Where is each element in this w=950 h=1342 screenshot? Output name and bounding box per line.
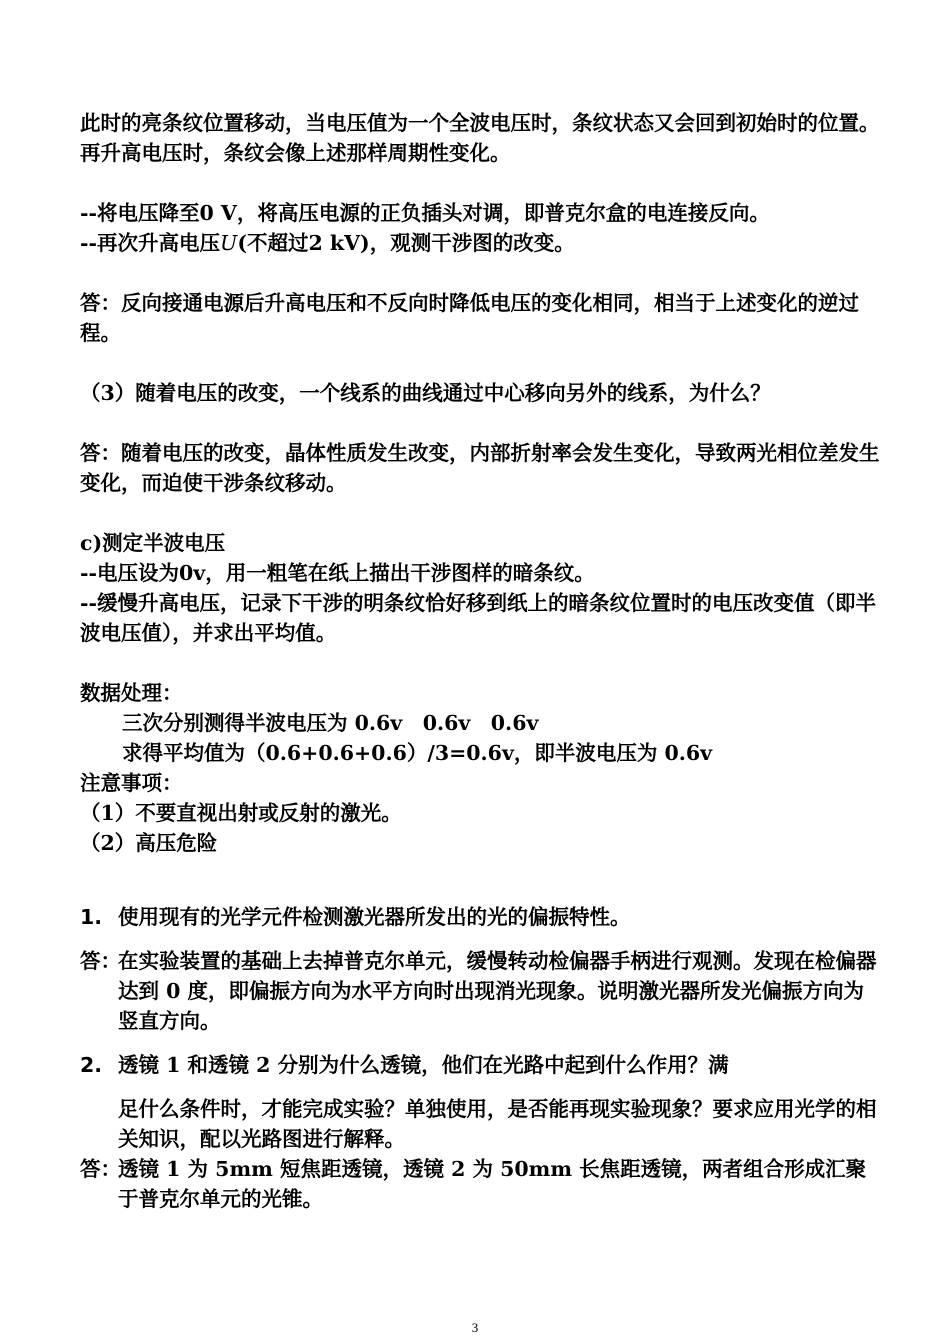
question-2-number: 2.	[80, 1053, 103, 1077]
data-average: 求得平均值为（0.6+0.6+0.6）/3=0.6v，即半波电压为 0.6v	[122, 741, 713, 765]
question-2	[80, 1050, 880, 1154]
answer-1	[80, 946, 880, 1036]
answer-2	[80, 1154, 880, 1214]
paragraph-fringe-period: 此时的亮条纹位置移动，当电压值为一个全波电压时，条纹状态又会回到初始时的位置。再升高电压时，条纹会像上述那样周期性变化。	[80, 111, 880, 165]
answer-question-3: 答：随着电压的改变，晶体性质发生改变，内部折射率会发生变化，导致两光相位差发生变化，而迫使干涉条纹移动。	[80, 441, 880, 495]
document-body	[80, 108, 880, 1214]
question-2-line1: 透镜 1 和透镜 2 分别为什么透镜，他们在光路中起到什么作用？满	[118, 1053, 729, 1077]
data-heading: 数据处理：	[80, 681, 183, 705]
answer-reverse: 答：反向接通电源后升高电压和不反向时降低电压的变化相同，相当于上述变化的逆过程。	[80, 291, 859, 345]
note-1: （1）不要直视出射或反射的激光。	[80, 801, 402, 825]
step-raise-record: --缓慢升高电压，记录下干涉的明条纹恰好移到纸上的暗条纹位置时的电压改变值（即半波电压值），并求出平均值。	[80, 591, 877, 645]
question-1-number: 1.	[80, 905, 103, 929]
answer-1-text: 在实验装置的基础上去掉普克尔单元，缓慢转动检偏器手柄进行观测。发现在检偏器达到 0 度，即偏振方向为水平方向时出现消光现象。说明激光器所发光偏振方向为竖直方向。	[118, 949, 877, 1033]
data-measurements: 三次分别测得半波电压为 0.6v 0.6v 0.6v	[122, 711, 539, 735]
question-2-rest: 足什么条件时，才能完成实验？单独使用，是否能再现实验现象？要求应用光学的相关知识，配以光路图进行解释。	[118, 1097, 877, 1151]
voltage-symbol: U	[220, 231, 238, 255]
question-2-text	[118, 1050, 880, 1154]
paragraph-reverse-polarity: --将电压降至0 V，将高压电源的正负插头对调，即普克尔盒的电连接反向。	[80, 201, 770, 225]
note-2: （2）高压危险	[80, 831, 218, 855]
question-1-text: 使用现有的光学元件检测激光器所发出的光的偏振特性。	[118, 905, 631, 929]
step-set-zero: --电压设为0v，用一粗笔在纸上描出干涉图样的暗条纹。	[80, 561, 595, 585]
answer-2-text: 透镜 1 为 5mm 短焦距透镜，透镜 2 为 50mm 长焦距透镜，两者组合形成汇聚于普克尔单元的光锥。	[118, 1157, 867, 1211]
answer-2-label: 答：	[80, 1157, 121, 1181]
answer-1-label: 答：	[80, 949, 121, 973]
notes-heading: 注意事项：	[80, 771, 183, 795]
paragraph-raise-voltage: --再次升高电压U(不超过2 kV)，观测干涉图的改变。	[80, 231, 575, 255]
question-1	[80, 902, 880, 932]
section-heading-half-wave: c)测定半波电压	[80, 531, 226, 555]
page-number: 3	[471, 1320, 479, 1335]
question-3: （3）随着电压的改变，一个线系的曲线通过中心移向另外的线系，为什么？	[80, 381, 771, 405]
